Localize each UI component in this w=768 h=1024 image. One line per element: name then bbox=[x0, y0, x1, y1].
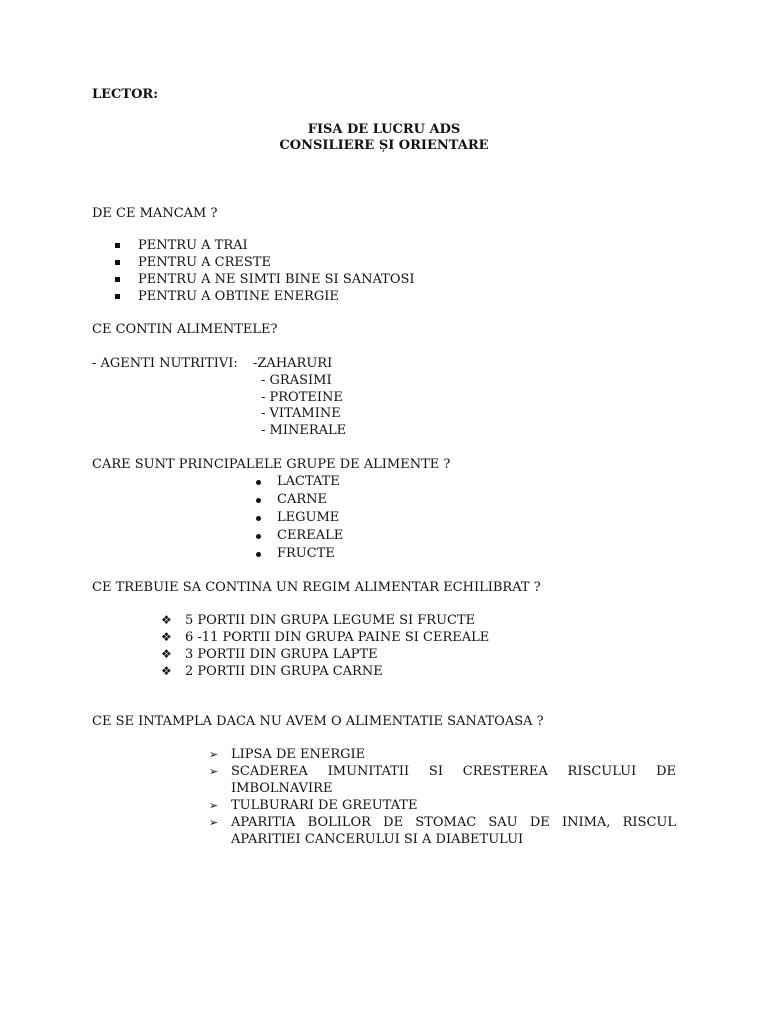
list-item: - MINERALE bbox=[261, 423, 347, 438]
list-item: PENTRU A TRAI bbox=[138, 238, 248, 253]
round-bullet-icon bbox=[256, 480, 261, 485]
list-item: PENTRU A OBTINE ENERGIE bbox=[138, 289, 339, 304]
list-item: 3 PORTII DIN GRUPA LAPTE bbox=[185, 647, 378, 662]
document-subtitle: CONSILIERE ȘI ORIENTARE bbox=[279, 138, 489, 153]
square-bullet-icon bbox=[115, 277, 120, 282]
list-item: 5 PORTII DIN GRUPA LEGUME SI FRUCTE bbox=[185, 613, 476, 628]
question-unhealthy-diet: CE SE INTAMPLA DACA NU AVEM O ALIMENTATIE SANATOASA ? bbox=[92, 714, 544, 729]
list-item: -ZAHARURI bbox=[253, 356, 333, 371]
round-bullet-icon bbox=[256, 552, 261, 557]
lector-label: LECTOR: bbox=[92, 87, 158, 102]
list-item: CEREALE bbox=[277, 528, 344, 543]
square-bullet-icon bbox=[115, 294, 120, 299]
question-food-content: CE CONTIN ALIMENTELE? bbox=[92, 322, 278, 337]
list-item-continuation: APARITIEI CANCERULUI SI A DIABETULUI bbox=[231, 832, 524, 847]
square-bullet-icon bbox=[115, 243, 120, 248]
round-bullet-icon bbox=[256, 534, 261, 539]
list-item: - GRASIMI bbox=[261, 373, 332, 388]
diamond-bullet-icon: ❖ bbox=[161, 630, 172, 644]
diamond-bullet-icon: ❖ bbox=[161, 613, 172, 627]
list-item: PENTRU A NE SIMTI BINE SI SANATOSI bbox=[138, 272, 415, 287]
round-bullet-icon bbox=[256, 516, 261, 521]
list-item: LACTATE bbox=[277, 474, 340, 489]
round-bullet-icon bbox=[256, 498, 261, 503]
arrow-bullet-icon: ➢ bbox=[209, 748, 219, 761]
question-food-groups: CARE SUNT PRINCIPALELE GRUPE DE ALIMENTE ? bbox=[92, 457, 451, 472]
arrow-bullet-icon: ➢ bbox=[209, 816, 219, 829]
list-item: LEGUME bbox=[277, 510, 340, 525]
list-item: 2 PORTII DIN GRUPA CARNE bbox=[185, 664, 383, 679]
list-item: - VITAMINE bbox=[261, 406, 341, 421]
list-item-continuation: IMBOLNAVIRE bbox=[231, 781, 333, 796]
arrow-bullet-icon: ➢ bbox=[209, 799, 219, 812]
arrow-bullet-icon: ➢ bbox=[209, 765, 219, 778]
document-title: FISA DE LUCRU ADS bbox=[307, 122, 461, 137]
list-item: PENTRU A CRESTE bbox=[138, 255, 271, 270]
list-item: CARNE bbox=[277, 492, 327, 507]
list-item: FRUCTE bbox=[277, 546, 335, 561]
list-item: TULBURARI DE GREUTATE bbox=[231, 798, 418, 813]
square-bullet-icon bbox=[115, 260, 120, 265]
list-item: - PROTEINE bbox=[261, 390, 343, 405]
question-why-eat: DE CE MANCAM ? bbox=[92, 206, 218, 221]
nutrients-label: - AGENTI NUTRITIVI: bbox=[92, 356, 238, 371]
diamond-bullet-icon: ❖ bbox=[161, 664, 172, 678]
question-balanced-diet: CE TREBUIE SA CONTINA UN REGIM ALIMENTAR ECHILIBRAT ? bbox=[92, 580, 541, 595]
diamond-bullet-icon: ❖ bbox=[161, 647, 172, 661]
list-item: 6 -11 PORTII DIN GRUPA PAINE SI CEREALE bbox=[185, 630, 490, 645]
list-item: APARITIA BOLILOR DE STOMAC SAU DE INIMA, RISCUL bbox=[231, 815, 676, 830]
list-item: LIPSA DE ENERGIE bbox=[231, 747, 366, 762]
list-item: SCADEREA IMUNITATII SI CRESTEREA RISCULUI DE bbox=[231, 764, 676, 779]
